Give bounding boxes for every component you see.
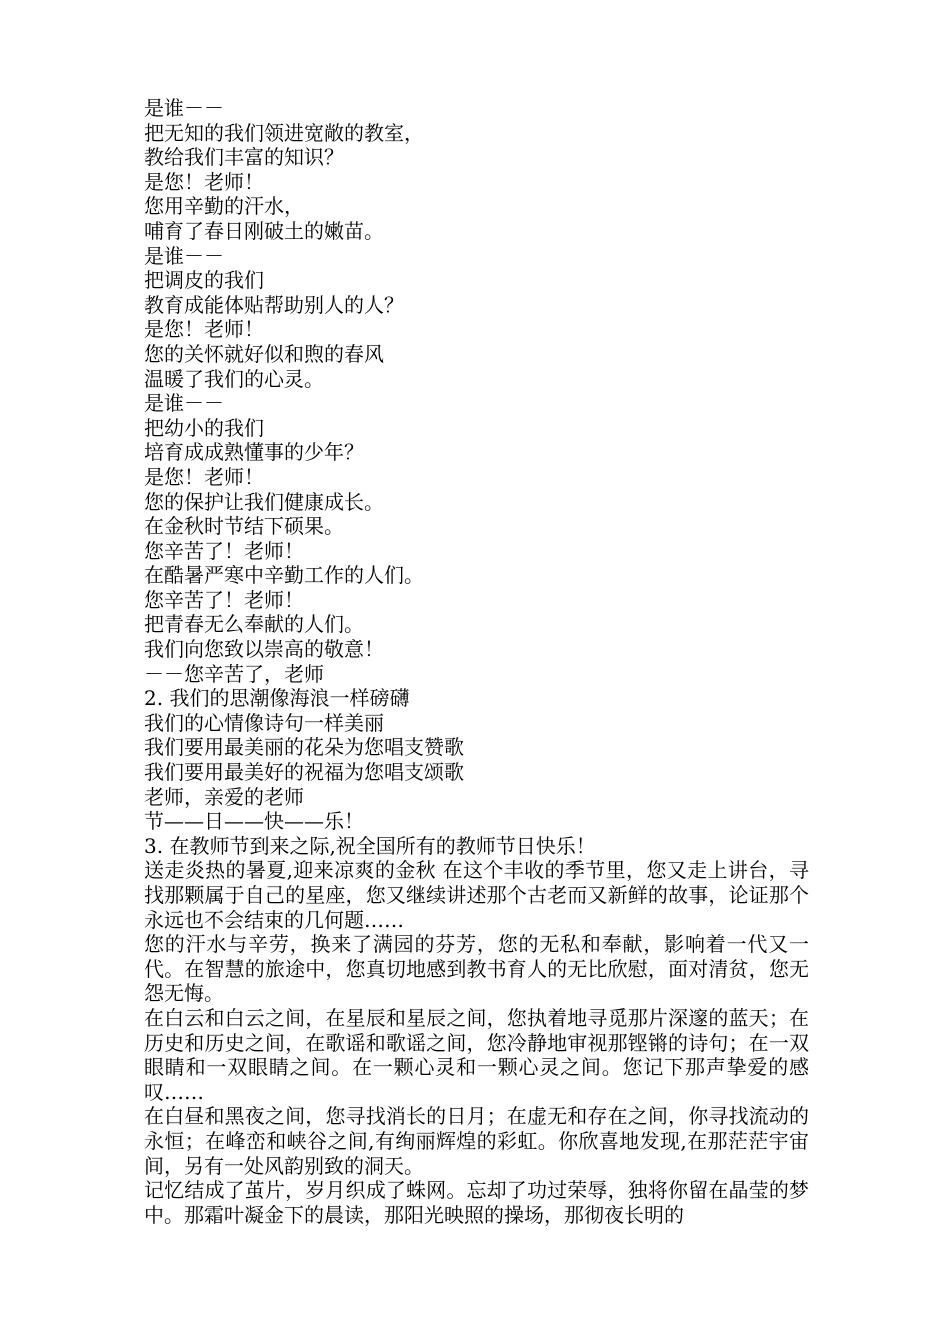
paragraph: 送走炎热的暑夏,迎来凉爽的金秋 在这个丰收的季节里，您又走上讲台，寻找那颗属于自己的星座，您又继续讲述那个古老而又新鲜的故事，论证那个永远也不会结束的几何题…… [144, 858, 809, 932]
poem-line: 是您！老师！ [144, 317, 264, 342]
poem-line: 把青春无么奉献的人们。 [144, 612, 364, 637]
poem-line: 教给我们丰富的知识？ [144, 145, 344, 170]
poem-one [144, 96, 809, 686]
poem-line: 温暖了我们的心灵。 [144, 366, 324, 391]
paragraph: 在白昼和黑夜之间，您寻找消长的日月；在虚无和存在之间，你寻找流动的永恒；在峰峦和峡谷之间,有绚丽辉煌的彩虹。你欣喜地发现,在那茫茫宇宙间，另有一处风韵别致的洞天。 [144, 1104, 809, 1178]
poem-line: 我们向您致以崇高的敬意！ [144, 637, 384, 662]
poem-line: 是您！老师！ [144, 169, 264, 194]
poem-line: 把调皮的我们 [144, 268, 264, 293]
poem-line: 我们要用最美好的祝福为您唱支颂歌 [144, 760, 464, 785]
poem-line: 您辛苦了！老师！ [144, 587, 304, 612]
section-three [144, 834, 809, 1228]
poem-line: 我们的心情像诗句一样美丽 [144, 710, 384, 735]
poem-line: 把幼小的我们 [144, 415, 264, 440]
poem-two [144, 686, 809, 834]
paragraph: 您的汗水与辛劳，换来了满园的芬芳，您的无私和奉献，影响着一代又一代。在智慧的旅途中，您真切地感到教书育人的无比欣慰，面对清贫，您无怨无悔。 [144, 932, 809, 1006]
poem-line: 您的保护让我们健康成长。 [144, 489, 384, 514]
document-page [144, 96, 809, 1227]
poem-line: 我们要用最美丽的花朵为您唱支赞歌 [144, 735, 464, 760]
poem-line: 2. 我们的思潮像海浪一样磅礴 [144, 686, 410, 711]
poem-line: 老师，亲爱的老师 [144, 784, 304, 809]
paragraph: 在白云和白云之间，在星辰和星辰之间，您执着地寻觅那片深邃的蓝天；在历史和历史之间，在歌谣和歌谣之间，您冷静地审视那铿锵的诗句；在一双眼睛和一双眼睛之间。在一颗心灵和一颗心灵之间。您记下那声挚爱的感叹…… [144, 1005, 809, 1104]
poem-line: 您的关怀就好似和煦的春风 [144, 341, 384, 366]
poem-line: 您用辛勤的汗水， [144, 194, 304, 219]
poem-line: 是谁－－ [144, 96, 224, 120]
section-heading: 3. 在教师节到来之际,祝全国所有的教师节日快乐！ [144, 833, 596, 858]
paragraph: 记忆结成了茧片，岁月织成了蛛网。忘却了功过荣辱，独将你留在晶莹的梦中。那霜叶凝金下的晨读，那阳光映照的操场，那彻夜长明的 [144, 1178, 809, 1227]
poem-line: 在酷暑严寒中辛勤工作的人们。 [144, 563, 424, 588]
poem-line: 教育成能体贴帮助别人的人？ [144, 292, 404, 317]
poem-line: 节——日——快——乐！ [144, 809, 364, 834]
poem-line: 是您！老师！ [144, 464, 264, 489]
poem-line: 是谁－－ [144, 243, 224, 268]
poem-line: 您辛苦了！老师！ [144, 538, 304, 563]
poem-line: 培育成成熟懂事的少年？ [144, 440, 364, 465]
poem-line: －－您辛苦了，老师 [144, 661, 324, 686]
poem-line: 是谁－－ [144, 391, 224, 416]
poem-line: 在金秋时节结下硕果。 [144, 514, 344, 539]
poem-line: 哺育了春日刚破土的嫩苗。 [144, 218, 384, 243]
poem-line: 把无知的我们领进宽敞的教室， [144, 120, 424, 145]
